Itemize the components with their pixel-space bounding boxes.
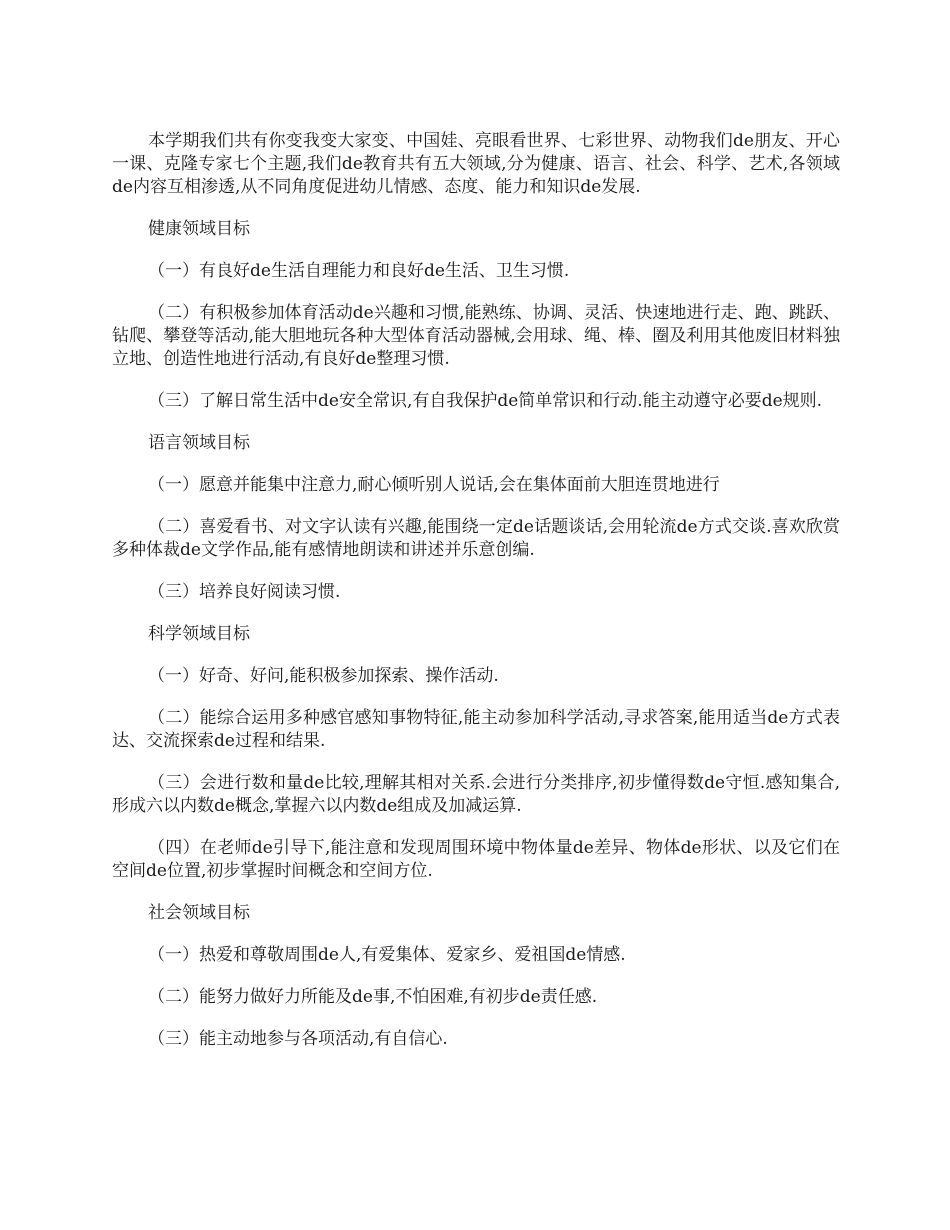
- health-goal-1: （一）有良好de生活自理能力和良好de生活、卫生习惯.: [148, 261, 570, 281]
- health-section-title: 健康领域目标: [148, 219, 250, 239]
- social-goal-1: （一）热爱和尊敬周围de人,有爱集体、爱家乡、爱祖国de情感.: [148, 945, 626, 965]
- science-section-title: 科学领域目标: [148, 624, 250, 644]
- social-goal-3: （三）能主动地参与各项活动,有自信心.: [148, 1029, 448, 1049]
- document-page: [112, 130, 840, 1070]
- health-goal-3: （三）了解日常生活中de安全常识,有自我保护de简单常识和行动.能主动遵守必要de规则.: [148, 391, 823, 411]
- science-goal-1: （一）好奇、好问,能积极参加探索、操作活动.: [148, 666, 499, 686]
- language-section-title: 语言领域目标: [148, 433, 250, 453]
- language-goal-1: （一）愿意并能集中注意力,耐心倾听别人说话,会在集体面前大胆连贯地进行: [148, 475, 720, 495]
- intro-paragraph: 本学期我们共有你变我变大家变、中国娃、亮眼看世界、七彩世界、动物我们de朋友、开心一课、克隆专家七个主题,我们de教育共有五大领域,分为健康、语言、社会、科学、艺术,各领域de内容互相渗透,从不同角度促进幼儿情感、态度、能力和知识de发展.: [112, 131, 840, 197]
- social-section-title: 社会领域目标: [148, 903, 250, 923]
- science-goal-3: （三）会进行数和量de比较,理解其相对关系.会进行分类排序,初步懂得数de守恒.感知集合,形成六以内数de概念,掌握六以内数de组成及加减运算.: [112, 773, 840, 816]
- science-goal-4: （四）在老师de引导下,能注意和发现周围环境中物体量de差异、物体de形状、以及它们在空间de位置,初步掌握时间概念和空间方位.: [112, 838, 840, 881]
- health-goal-2: （二）有积极参加体育活动de兴趣和习惯,能熟练、协调、灵活、快速地进行走、跑、跳跃、钻爬、攀登等活动,能大胆地玩各种大型体育活动器械,会用球、绳、棒、圈及利用其他废旧材料独立地、创造性地进行活动,有良好de整理习惯.: [112, 303, 840, 369]
- language-goal-2: （二）喜爱看书、对文字认读有兴趣,能围绕一定de话题谈话,会用轮流de方式交谈.喜欢欣赏多种体裁de文学作品,能有感情地朗读和讲述并乐意创编.: [112, 517, 840, 560]
- science-goal-2: （二）能综合运用多种感官感知事物特征,能主动参加科学活动,寻求答案,能用适当de方式表达、交流探索de过程和结果.: [112, 708, 840, 751]
- social-goal-2: （二）能努力做好力所能及de事,不怕困难,有初步de责任感.: [148, 987, 598, 1007]
- language-goal-3: （三）培养良好阅读习惯.: [148, 582, 341, 602]
